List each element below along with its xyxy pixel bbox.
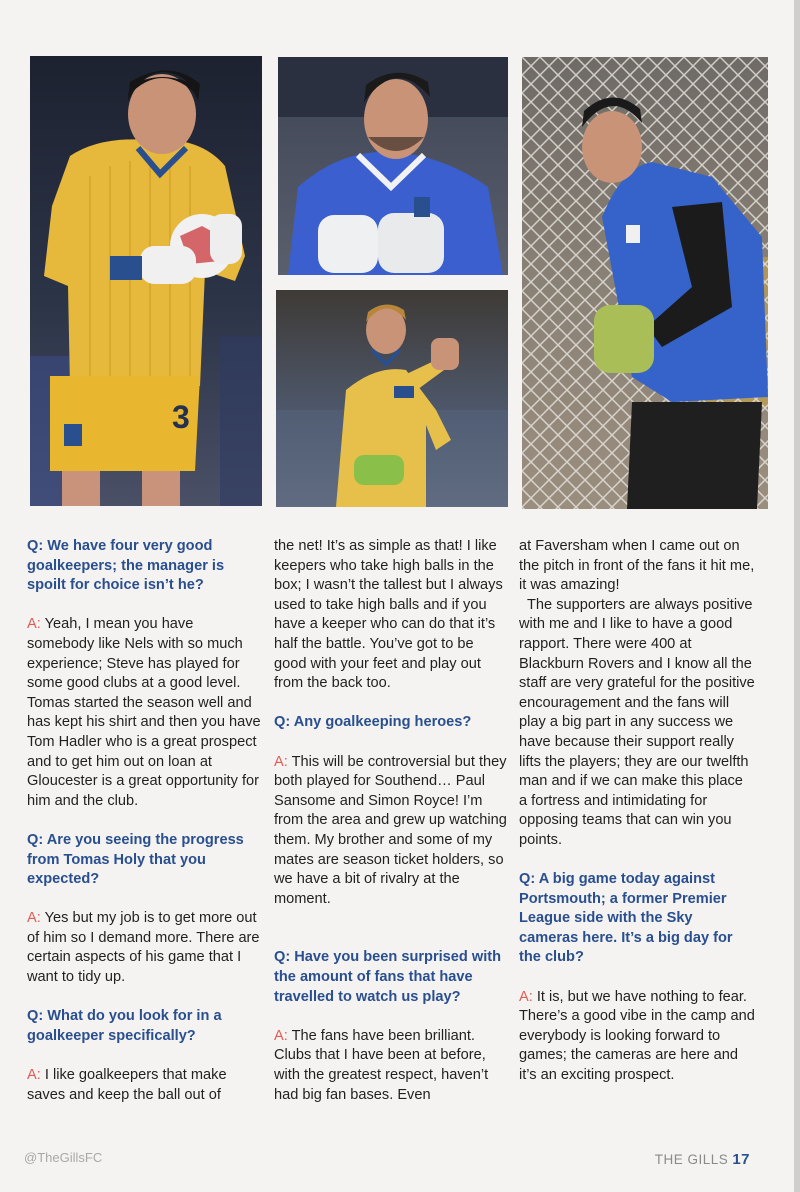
column-1	[27, 537, 261, 1105]
social-handle: @TheGillsFC	[24, 1150, 103, 1165]
photo-goalkeeper-blue-gloves	[278, 57, 508, 275]
crest-icon	[64, 424, 82, 446]
question-2: Q: Are you seeing the progress from Tomas Holy that you expected?	[27, 831, 244, 888]
column-2	[274, 537, 508, 1105]
answer-text: Yes but my job is to get more out of him so I demand more. There are certain aspects of his game that I want to tidy up.	[27, 910, 260, 986]
footer-brand	[655, 1151, 750, 1168]
answer-text: I like goalkeepers that make saves and keep the ball out of	[27, 1067, 227, 1103]
answer-prefix: A:	[27, 616, 41, 633]
question-1: Q: We have four very good goalkeepers; the manager is spoilt for choice isn’t he?	[27, 538, 225, 594]
answer-prefix: A:	[27, 1067, 41, 1084]
answer-prefix: A:	[27, 910, 41, 927]
answer-5-paragraph-2: The supporters are always positive with me and I like to have a good rapport. There were 400 at Blackburn Rovers and I know all the staff are very grateful for the positive encouragement and the fans will play a big part in any success we have because their support really lifts the players; they are our twelfth man and if we can make this place a fortress and intimidating for opposing teams that can win you points.	[519, 596, 755, 848]
answer-text: It is, but we have nothing to fear. There’s a good vibe in the camp and everybody is looking forward to games; the cameras are here and it’s an exciting prospect.	[519, 988, 755, 1084]
answer-text: The fans have been brilliant. Clubs that I have been at before, with the greatest respect, haven’t had big fan bases. Even	[274, 1027, 489, 1103]
shirt-number: 3	[172, 399, 190, 435]
page-edge	[794, 0, 800, 1192]
answer-3-continued: the net! It’s as simple as that! I like keepers who take high balls in the box; I wasn’t the tallest but I always used to take high balls and if you have a keeper who can do that it’s half the battle. You’ve got to be good with your feet and play out from the back too.	[274, 538, 503, 692]
photo-goalkeeper-yellow-ball	[30, 56, 262, 506]
answer-prefix: A:	[519, 988, 533, 1005]
question-4: Q: Any goalkeeping heroes?	[274, 714, 472, 731]
answer-6	[519, 988, 755, 1086]
answer-prefix: A:	[274, 1027, 288, 1044]
answer-prefix: A:	[274, 753, 288, 770]
answer-2	[27, 909, 261, 987]
brand-name: THE GILLS	[654, 1152, 729, 1167]
column-3	[519, 537, 755, 1086]
crest-icon	[626, 225, 640, 243]
crest-icon	[414, 197, 430, 217]
question-3: Q: What do you look for in a goalkeeper specifically?	[27, 1008, 222, 1044]
answer-4	[274, 753, 508, 910]
answer-3	[27, 1066, 261, 1105]
answer-5	[274, 1027, 508, 1105]
answer-5-continued: at Faversham when I came out on the pitch in front of the fans it hit me, it was amazing!	[519, 538, 755, 594]
question-5: Q: Have you been surprised with the amount of fans that have travelled to watch us play?	[274, 949, 502, 1005]
answer-text: This will be controversial but they both played for Southend… Paul Sansome and Simon Royce! I’m from the area and grew up watching them. My brother and some of my mates are season ticket holders, so we have a bit of rivalry at the moment.	[274, 753, 507, 907]
answer-text: Yeah, I mean you have somebody like Nels with so much experience; Steve has played for some good clubs at a good level. Tomas started the season well and has kept his shirt and then you have Tom Hadler who is a great prospect and to get him out on loan at Gloucester is a great opportunity for him and the club.	[27, 616, 261, 809]
photo-goalkeeper-blue-net	[522, 57, 768, 509]
photo-goalkeeper-yellow-clapping	[276, 290, 508, 507]
answer-1	[27, 615, 261, 811]
page-number: 17	[732, 1151, 750, 1168]
question-6: Q: A big game today against Portsmouth; a former Premier League side with the Sky cameras here. It’s a big day for the club?	[519, 871, 733, 966]
